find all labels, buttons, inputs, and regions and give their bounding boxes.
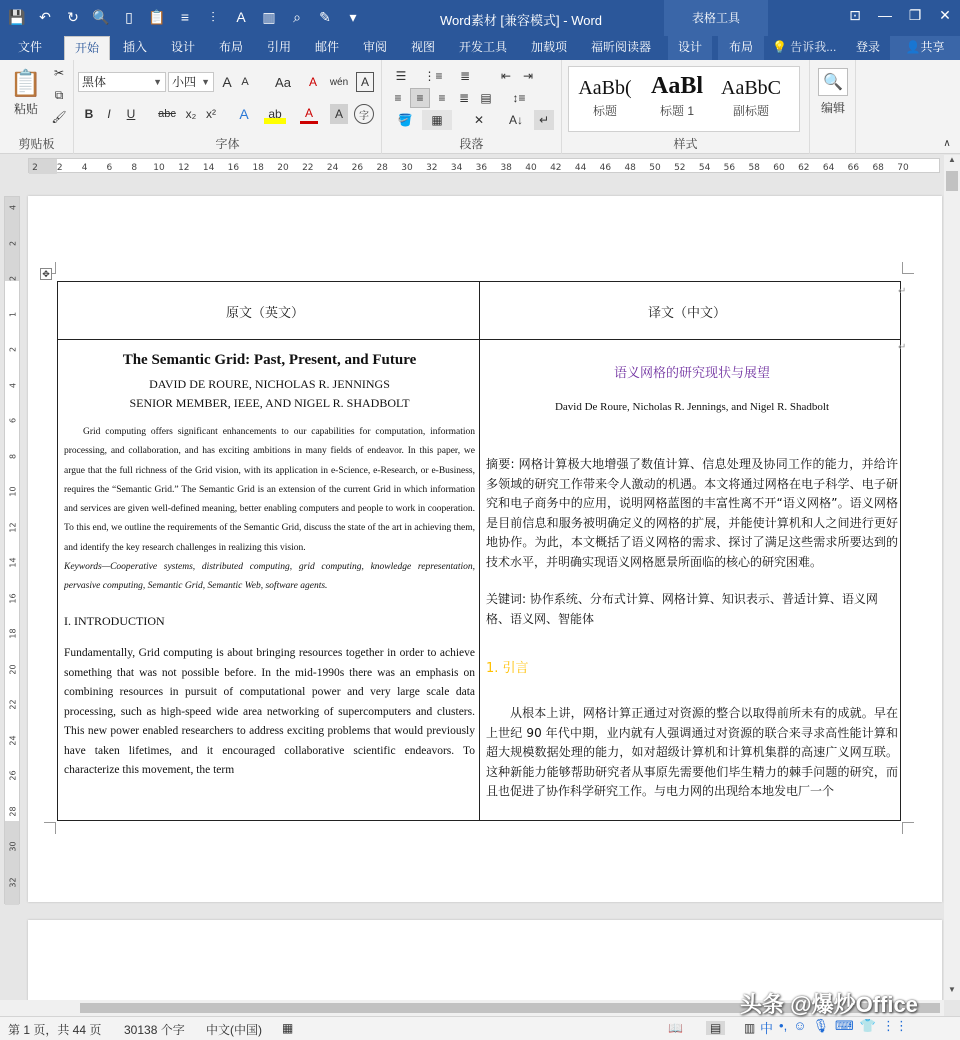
vruler-tick: 10 [8,486,18,497]
sign-in-link[interactable]: 登录 [856,40,881,54]
ribbon [0,60,960,154]
english-abstract: Grid computing offers significant enhancements to our capabilities for computation, information processing, and collaboration, and has exciting ambitions in many fields of endeavor. In this paper, we argue that the full richness of the Grid vision, with its application in e-Science, e-Research, or e-Business, requires the “Semantic Grid.” The Semantic Grid is an extension of the current Grid in which information and services are given well-defined meaning, better enabling computers and people to work in cooperation. To this end, we outline the requirements of the Semantic Grid, discuss the state of the art in achieving them, and identify the key research challenges in realizing this vision. [64,427,475,553]
ruler-tick: 22 [302,163,314,173]
ribbon-tabs [0,36,960,60]
vruler-tick: 2 [8,346,18,353]
vruler-tick: 4 [8,382,18,388]
tab-view[interactable]: 视图 [410,40,435,54]
skin-icon[interactable]: 👕 [859,1018,876,1033]
macro-record-icon[interactable]: ▦ [282,1021,294,1035]
new-document-icon[interactable]: ▯ [125,8,133,25]
bold-button[interactable]: B [84,107,94,121]
align-icon[interactable]: ⫶ [211,8,215,25]
ruler-tick: 60 [773,163,785,173]
author-line: DAVID DE ROURE, NICHOLAS R. JENNINGS [149,377,390,391]
ruler-tick: 12 [178,163,190,173]
watermark: 头条 @爆炒Office [740,992,918,1017]
english-cell[interactable] [64,344,475,818]
person-icon: 👤 [905,40,921,54]
copy-icon[interactable]: ⧉ [54,87,64,102]
close-icon[interactable]: ✕ [939,6,951,23]
tab-design[interactable]: 设计 [170,40,195,54]
header-chinese: 译文（中文） [648,305,727,320]
tab-references[interactable]: 引用 [266,40,291,54]
web-layout-icon[interactable]: ▥ [744,1021,756,1035]
draw-icon[interactable]: ✎ [319,8,331,25]
style-subtitle[interactable] [715,67,787,131]
ruler-tick: 38 [500,163,512,173]
paste-button[interactable]: 粘贴 [13,101,38,116]
style-title[interactable] [569,67,641,131]
word-count[interactable]: 30138 个字 [124,1023,185,1037]
ruler-tick: 52 [674,163,686,173]
ruler-tick: 50 [649,163,661,173]
increase-indent-icon[interactable]: ⇥ [522,69,534,83]
font-color-icon[interactable]: A [236,9,246,25]
print-preview-icon[interactable]: 🔍 [92,8,110,25]
english-authors [64,375,475,413]
phonetic-guide-icon[interactable]: wén [329,76,349,88]
print-layout-icon[interactable]: ▤ [706,1021,725,1035]
vruler-tick: 22 [8,699,18,710]
italic-button[interactable]: I [107,107,111,121]
ruler-tick: 16 [227,163,240,173]
table-move-handle-icon[interactable]: ✥ [40,268,52,280]
ruler-tick: 2 [56,163,63,173]
ruler-tick: 44 [574,163,587,173]
tab-table-design[interactable]: 设计 [668,36,712,60]
share-label: 共享 [920,40,945,54]
tab-insert[interactable]: 插入 [122,40,147,54]
distributed-icon[interactable]: ▤ [480,91,492,105]
find-replace-icon[interactable]: 🔍 [818,68,848,96]
editing-button[interactable]: 编辑 [820,100,845,115]
ruler-tick: 58 [748,163,760,173]
styles-gallery [568,66,800,132]
read-mode-icon[interactable]: 📖 [668,1021,683,1035]
strikethrough-button[interactable]: abc [158,108,176,120]
vruler-tick: 6 [8,417,18,424]
shading-icon[interactable]: 🪣 [397,113,413,127]
character-shading-icon[interactable]: A [330,104,348,124]
undo-icon[interactable]: ↶ [39,8,51,25]
font-color-button[interactable]: A [300,104,318,124]
vruler-tick: 14 [8,557,18,568]
align-left-icon[interactable]: ≡ [394,91,402,105]
vruler-tick: 8 [8,453,18,459]
document-title: Word素材 [兼容模式] - Word [440,13,603,28]
tell-me-box[interactable] [772,36,836,60]
style-name: 副标题 [732,104,769,118]
font-name-value: 黑体 [82,75,107,89]
ruler-tick: 20 [277,163,289,173]
scroll-thumb[interactable] [946,171,958,191]
sort-icon[interactable]: A↓ [508,113,523,127]
ruler-tick: 42 [550,163,562,173]
ruler-tick: 26 [351,163,364,173]
header-row-divider [58,339,900,340]
english-body: Fundamentally, Grid computing is about bringing resources together in order to achieve something that was not possible before. In the mid-1990s there was an emphasis on combining resources in pursuit of computational power and very large scale data processing, such as high-speed wide area networking of supercomputers and clusters. This new power enabled researchers to address exciting problems that would previously have taken lifetimes, and it encouraged collaborative scientific endeavors. To characterize this movement, the term [64,647,475,777]
scroll-up-icon[interactable]: ▲ [948,155,956,164]
vruler-tick: 28 [8,805,18,817]
ruler-tick: 18 [252,163,264,173]
line-spacing-icon[interactable]: ↕≡ [512,91,526,105]
collapse-ribbon-icon[interactable]: ∧ [943,137,951,149]
title-bar [0,0,960,36]
style-name: 标题 1 [659,104,694,118]
ruler-tick: 2 [32,163,38,173]
borders-icon[interactable]: ▦ [422,110,452,130]
numbering-icon[interactable]: ⋮≡ [423,69,443,83]
chinese-keywords: 关键词: 协作系统、分布式计算、网格计算、知识表示、普适计算、语义网格、语义网、智能体 [486,592,878,626]
decrease-indent-icon[interactable]: ⇤ [500,69,512,83]
tab-foxit-reader[interactable]: 福昕阅读器 [590,40,651,54]
chinese-layout-icon[interactable]: ✕ [473,113,485,127]
lightbulb-icon: 💡 [772,40,791,54]
vruler-tick: 30 [8,841,18,852]
vruler-tick: 32 [8,876,18,888]
ruler-tick: 46 [599,163,612,173]
ime-mode[interactable]: 中 [760,1021,774,1036]
align-right-icon[interactable]: ≡ [438,91,446,105]
ruler-tick: 34 [450,163,463,173]
underline-button[interactable]: U [126,107,136,121]
ruler-tick: 66 [847,163,860,173]
ruler-tick: 48 [624,163,636,173]
styles-label: 样式 [673,137,698,151]
tab-file[interactable]: 文件 [17,40,42,54]
ruler-tick: 24 [326,163,339,173]
punctuation-icon[interactable]: •, [779,1018,788,1033]
font-group [74,60,382,154]
vruler-tick: 26 [8,770,18,781]
paragraph-group [382,60,562,154]
paste-big-icon[interactable]: 📋 [9,67,43,98]
layout-icon[interactable]: ≡ [180,9,190,25]
bullets-icon[interactable]: ☰ [395,69,407,83]
tab-developer[interactable]: 开发工具 [458,40,507,54]
ruler-tick: 4 [81,163,88,173]
tab-table-layout[interactable]: 布局 [718,36,764,60]
chinese-authors: David De Roure, Nicholas R. Jennings, and Nigel R. Shadbolt [554,401,830,413]
minimize-icon[interactable]: — [878,7,892,23]
crop-mark [902,822,914,834]
shrink-font-icon[interactable]: A [241,76,249,88]
clipboard-group [0,60,74,154]
clear-formatting-icon[interactable]: A [308,75,317,89]
show-marks-icon[interactable]: ↵ [534,110,554,130]
find-icon[interactable]: ⌕ [293,8,301,25]
ruler-tick: 40 [525,163,537,173]
english-keywords: Keywords—Cooperative systems, distributed computing, grid computing, knowledge representation, pervasive computing, Semantic Grid, Semantic Web, software agents. [64,562,475,592]
ruler-tick: 54 [698,163,711,173]
redo-icon[interactable]: ↻ [67,8,79,25]
crop-mark [902,262,914,274]
crop-mark [44,822,56,834]
scroll-down-icon[interactable]: ▼ [948,985,956,994]
font-size-value: 小四 [172,75,197,89]
customize-qat-icon[interactable]: ▾ [349,8,357,25]
ime-toolbar [760,1018,908,1037]
vruler-tick: 1 [8,311,18,317]
text-effects-icon[interactable]: A [239,106,249,122]
format-painter-icon[interactable]: 🖌 [51,110,67,124]
voice-icon[interactable]: 🎙 [812,1018,829,1033]
editing-group [810,60,856,154]
vruler-tick: 12 [8,521,18,533]
style-name: 标题 [592,104,617,118]
end-of-row-mark: ↵ [898,286,907,297]
author-line: SENIOR MEMBER, IEEE, AND NIGEL R. SHADBOLT [129,396,410,410]
chevron-down-icon: ▼ [153,77,162,87]
vruler-tick: 2 [8,240,18,246]
vruler-tick: 2 [8,275,18,282]
style-sample: AaBb( [578,77,632,99]
translation-table [57,281,901,821]
tab-home[interactable]: 开始 [64,36,110,60]
ruler-tick: 8 [131,163,138,173]
ribbon-display-options-icon[interactable]: ⊡ [849,6,861,23]
ime-tools-icon[interactable]: ⋮⋮ [881,1018,908,1033]
vruler-tick: 20 [8,663,18,675]
paragraph-label: 段落 [459,137,484,151]
ruler-tick: 68 [872,163,884,173]
chevron-down-icon: ▼ [201,77,210,87]
tab-layout[interactable]: 布局 [218,40,243,54]
save-icon[interactable]: 💾 [8,8,26,25]
style-sample: AaBbC [721,77,781,99]
align-center-icon[interactable]: ≡ [410,88,430,108]
paste-icon[interactable]: 📋 [148,8,166,25]
ruler-tick: 64 [822,163,835,173]
change-case-button[interactable]: Aa [275,74,291,90]
window-controls [840,0,960,30]
vruler-tick: 4 [8,204,18,211]
tab-review[interactable]: 审阅 [362,40,387,54]
restore-icon[interactable]: ❐ [908,6,922,23]
english-title: The Semantic Grid: Past, Present, and Future [122,352,417,368]
ruler-tick: 28 [376,163,388,173]
multilevel-list-icon[interactable]: ≣ [459,69,471,83]
page-count[interactable]: 第 1 页，共 44 页 [8,1023,102,1037]
ruler-tick: 56 [723,163,736,173]
chinese-body: 从根本上讲，网格计算正通过对资源的整合以取得前所未有的成就。早在上世纪 90 年代中期，业内就有人强调通过对资源的联合来寻求高性能计算和超大规模数据处理的能力，如对超级计算机和计算机集群的高速广义网互联。这种新能力能够帮助研究者从事原先需要他们毕生精力的棘手问题的研究，而且也促进了协作科学研究工作。与电力网的出现给本地发电厂一个 [486,706,898,798]
vruler-tick: 16 [8,592,18,604]
enclose-characters-icon[interactable]: 字 [354,104,374,124]
ruler-tick: 62 [798,163,810,173]
vruler-tick: 18 [8,628,18,639]
ruler-tick: 70 [897,163,909,173]
share-button[interactable] [890,36,960,60]
ruler-track[interactable] [28,158,940,173]
ruler-tick: 6 [106,163,113,173]
grow-font-icon[interactable]: A [222,74,232,90]
keyboard-icon[interactable]: ⌨ [834,1018,854,1033]
emoji-icon[interactable]: ☺ [793,1018,807,1033]
chinese-intro-heading: 1. 引言 [486,661,529,676]
font-label: 字体 [215,137,240,151]
columns-icon[interactable]: ▥ [262,8,276,25]
font-size-dropdown[interactable] [168,72,214,92]
vruler-tick: 24 [8,734,18,746]
language-indicator[interactable]: 中文(中国) [206,1023,262,1037]
style-sample: AaBl [650,73,703,99]
clipboard-label: 剪贴板 [18,137,55,151]
header-english: 原文（英文） [226,305,305,320]
chinese-title: 语义网格的研究现状与展望 [613,366,770,381]
vertical-scrollbar[interactable] [944,155,960,1000]
horizontal-ruler [0,155,960,177]
document-canvas [24,178,944,1000]
chinese-abstract: 摘要: 网格计算极大地增强了数值计算、信息处理及协同工作的能力，并给许多领域的研究工作带来令人激动的机遇。本文将通过网格在电子科学、电子研究和电子商务中的应用，说明网格蓝图的丰富性离不开“语义网格”。语义网格是目前信息和服务被明确定义的网格的扩展，并能使计算机和人之间进行更好地协作。为此，本文概括了语义网格的需求、探讨了满足这些需求所要达到的技术水平，并明确实现语义网格愿景所面临的核心的研究困难。 [486,457,898,569]
highlight-icon[interactable]: ab [264,104,286,124]
style-heading-1[interactable] [641,67,713,131]
font-name-dropdown[interactable] [78,72,166,92]
ruler-tick: 30 [401,163,413,173]
vertical-ruler[interactable] [4,196,20,904]
end-of-row-mark: ↵ [898,342,907,353]
cut-icon[interactable]: ✂ [53,66,65,80]
character-border-icon[interactable]: A [356,72,374,92]
ruler-margin-bottom [5,821,19,905]
ruler-tick: 36 [475,163,488,173]
tab-addins[interactable]: 加载项 [530,40,567,54]
subscript-button[interactable]: x₂ [185,107,197,121]
tell-me-text: 告诉我... [790,40,837,54]
quick-access-toolbar [6,6,364,28]
tab-mailings[interactable]: 邮件 [314,40,339,54]
page [28,196,942,902]
superscript-button[interactable]: x² [206,107,216,121]
table-tools-context-label: 表格工具 [664,0,768,36]
justify-icon[interactable]: ≣ [458,91,470,105]
chinese-cell[interactable] [486,344,898,818]
ruler-tick: 10 [153,163,165,173]
english-intro-heading: I. INTRODUCTION [64,614,165,629]
ruler-tick: 32 [426,163,438,173]
ruler-tick: 14 [202,163,215,173]
column-divider [479,282,480,820]
